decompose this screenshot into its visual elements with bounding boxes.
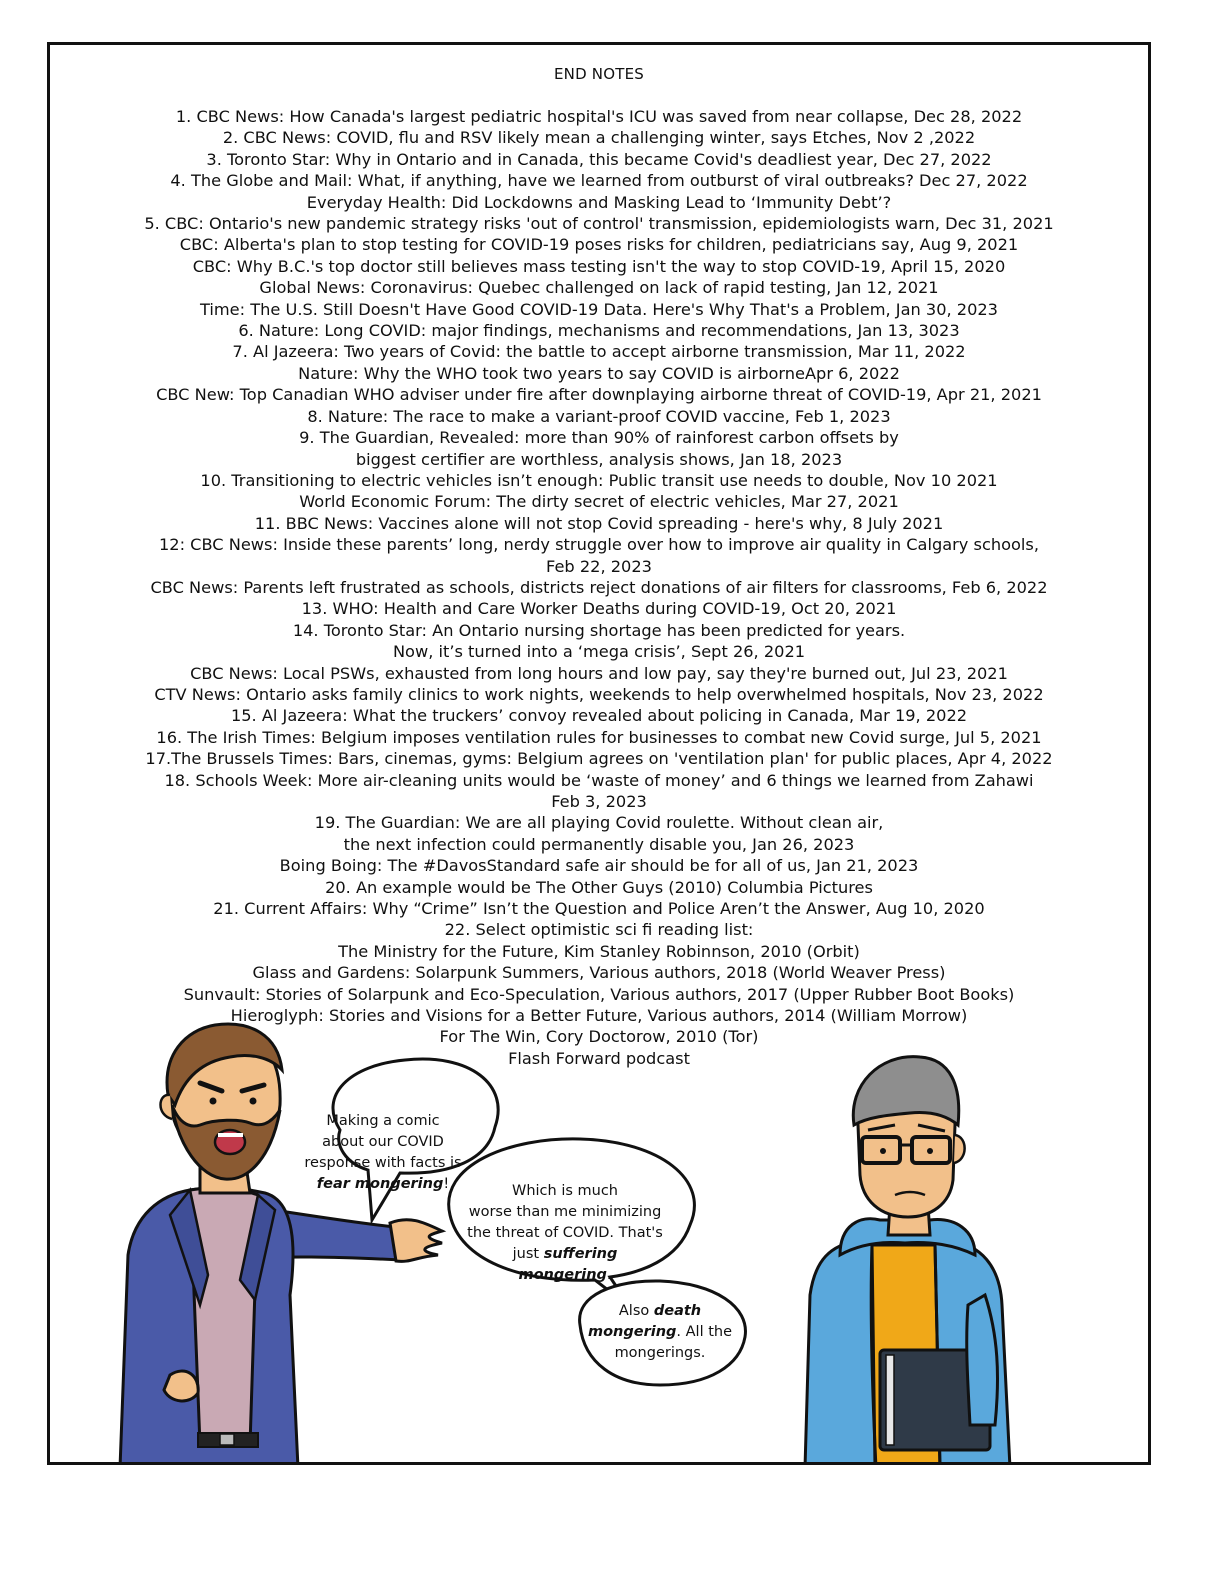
bubble3-post: . All the bbox=[676, 1324, 733, 1340]
end-note-line: 13. WHO: Health and Care Worker Deaths during COVID-19, Oct 20, 2021 bbox=[301, 599, 897, 619]
end-note-line: 22. Select optimistic sci fi reading list: bbox=[444, 920, 754, 940]
end-note-line: Global News: Coronavirus: Quebec challenged on lack of rapid testing, Jan 12, 2021 bbox=[259, 278, 939, 298]
bubble2-emphasis1: suffering bbox=[543, 1246, 618, 1262]
end-note-line: 11. BBC News: Vaccines alone will not stop Covid spreading - here's why, 8 July 2021 bbox=[254, 513, 944, 533]
glasses-man-figure bbox=[805, 1057, 1010, 1465]
end-note-line: Feb 3, 2023 bbox=[551, 792, 647, 811]
end-note-line: 7. Al Jazeera: Two years of Covid: the battle to accept airborne transmission, Mar 11, 2022 bbox=[232, 342, 966, 362]
speech-bubble-suffering-mongering bbox=[450, 1181, 680, 1286]
end-note-line: World Economic Forum: The dirty secret of electric vehicles, Mar 27, 2021 bbox=[299, 492, 899, 512]
comic-panel bbox=[47, 42, 1151, 1465]
end-note-line: 6. Nature: Long COVID: major findings, mechanisms and recommendations, Jan 13, 3023 bbox=[238, 321, 960, 341]
end-note-line: 4. The Globe and Mail: What, if anything, have we learned from outburst of viral outbreaks? Dec 27, 2022 bbox=[170, 171, 1028, 191]
end-note-line: CBC New: Top Canadian WHO adviser under fire after downplaying airborne threat of COVID-19, Apr 21, 2021 bbox=[156, 385, 1042, 405]
end-note-line: CTV News: Ontario asks family clinics to work nights, weekends to help overwhelmed hospitals, Nov 23, 2022 bbox=[154, 684, 1044, 704]
end-note-line: 15. Al Jazeera: What the truckers’ convoy revealed about policing in Canada, Mar 19, 2022 bbox=[230, 706, 968, 726]
bubble2-line3: the threat of COVID. That's bbox=[467, 1225, 663, 1241]
end-note-line: CBC: Alberta's plan to stop testing for COVID-19 poses risks for children, pediatricians say, Aug 9, 2021 bbox=[179, 235, 1019, 255]
end-note-line: CBC: Why B.C.'s top doctor still believes mass testing isn't the way to stop COVID-19, April 15, 2020 bbox=[192, 256, 1006, 276]
end-note-line: The Ministry for the Future, Kim Stanley Robinnson, 2010 (Orbit) bbox=[338, 941, 860, 961]
bubble1-emphasis: fear mongering bbox=[316, 1176, 444, 1192]
end-note-line: the next infection could permanently disable you, Jan 26, 2023 bbox=[343, 834, 855, 854]
bubble3-emphasis1: death bbox=[653, 1303, 702, 1319]
end-note-line: Time: The U.S. Still Doesn't Have Good COVID-19 Data. Here's Why That's a Problem, Jan 30, 2023 bbox=[200, 299, 998, 319]
end-notes-heading: END NOTES bbox=[553, 65, 644, 83]
end-note-line: Flash Forward podcast bbox=[508, 1048, 690, 1068]
end-note-line: 3. Toronto Star: Why in Ontario and in Canada, this became Covid's deadliest year, Dec 27, 2022 bbox=[206, 149, 992, 169]
end-note-line: Now, it’s turned into a ‘mega crisis’, Sept 26, 2021 bbox=[392, 642, 806, 662]
end-note-line: CBC News: Local PSWs, exhausted from long hours and low pay, say they're burned out, Jul 23, 2021 bbox=[190, 663, 1008, 683]
end-note-line: 18. Schools Week: More air-cleaning units would be ‘waste of money’ and 6 things we learned from Zahawi bbox=[164, 770, 1034, 790]
end-note-line: Hieroglyph: Stories and Visions for a Better Future, Various authors, 2014 (William Morrow) bbox=[230, 1006, 968, 1026]
end-note-line: 8. Nature: The race to make a variant-proof COVID vaccine, Feb 1, 2023 bbox=[307, 406, 891, 426]
bubble2-line1: Which is much bbox=[512, 1183, 618, 1199]
bubble1-line2: about our COVID bbox=[322, 1134, 444, 1150]
end-note-line: For The Win, Cory Doctorow, 2010 (Tor) bbox=[439, 1027, 759, 1047]
end-note-line: 9. The Guardian, Revealed: more than 90% of rainforest carbon offsets by bbox=[299, 428, 899, 448]
end-note-line: Nature: Why the WHO took two years to say COVID is airborneApr 6, 2022 bbox=[298, 363, 900, 383]
bubble1-line1: Making a comic bbox=[326, 1113, 440, 1129]
end-note-line: CBC News: Parents left frustrated as schools, districts reject donations of air filters for classrooms, Feb 6, 2022 bbox=[150, 577, 1048, 597]
end-note-line: 21. Current Affairs: Why “Crime” Isn’t the Question and Police Aren’t the Answer, Aug 10, 2020 bbox=[213, 899, 985, 919]
bubble3-emphasis2: mongering bbox=[587, 1324, 677, 1340]
end-note-line: 1. CBC News: How Canada's largest pediatric hospital's ICU was saved from near collapse, Dec 28, 2022 bbox=[175, 107, 1023, 126]
bubble1-line3: response with facts is bbox=[304, 1155, 462, 1171]
bubble2-line2: worse than me minimizing bbox=[468, 1204, 662, 1220]
end-note-line: Boing Boing: The #DavosStandard safe air should be for all of us, Jan 21, 2023 bbox=[279, 856, 919, 876]
bubble2-emphasis2: mongering bbox=[518, 1267, 607, 1283]
end-note-line: 20. An example would be The Other Guys (2010) Columbia Pictures bbox=[325, 877, 873, 897]
end-note-line: 5. CBC: Ontario's new pandemic strategy risks 'out of control' transmission, epidemiologists warn, Dec 31, 2021 bbox=[144, 214, 1054, 234]
speech-bubble-death-mongering bbox=[570, 1301, 750, 1364]
bubble3-pre: Also bbox=[618, 1303, 654, 1319]
bubble3-line3: mongerings. bbox=[614, 1345, 706, 1361]
end-note-line: Glass and Gardens: Solarpunk Summers, Various authors, 2018 (World Weaver Press) bbox=[252, 963, 946, 983]
end-note-line: 12: CBC News: Inside these parents’ long, nerdy struggle over how to improve air quality in Calgary schools, bbox=[158, 535, 1040, 555]
end-note-line: Feb 22, 2023 bbox=[546, 556, 652, 576]
bubble2-pre: just bbox=[512, 1246, 544, 1262]
end-note-line: 16. The Irish Times: Belgium imposes ventilation rules for businesses to combat new Covid surge, Jul 5, 2021 bbox=[156, 727, 1042, 747]
end-note-line: 19. The Guardian: We are all playing Covid roulette. Without clean air, bbox=[314, 813, 884, 833]
bubble1-end: ! bbox=[443, 1176, 450, 1192]
end-note-line: 2. CBC News: COVID, flu and RSV likely mean a challenging winter, says Etches, Nov 2 ,2022 bbox=[222, 128, 976, 148]
end-note-line: Sunvault: Stories of Solarpunk and Eco-Speculation, Various authors, 2017 (Upper Rubber Boot Books) bbox=[183, 984, 1015, 1004]
end-note-line: 17.The Brussels Times: Bars, cinemas, gyms: Belgium agrees on 'ventilation plan' for public places, Apr 4, 2022 bbox=[145, 749, 1053, 769]
end-note-line: Everyday Health: Did Lockdowns and Masking Lead to ‘Immunity Debt’? bbox=[306, 192, 892, 212]
end-note-line: 14. Toronto Star: An Ontario nursing shortage has been predicted for years. bbox=[292, 620, 906, 640]
end-note-line: biggest certifier are worthless, analysis shows, Jan 18, 2023 bbox=[355, 449, 843, 469]
end-note-line: 10. Transitioning to electric vehicles isn’t enough: Public transit use needs to double, Nov 10 2021 bbox=[200, 470, 998, 490]
bubble2-end: . bbox=[606, 1267, 612, 1283]
